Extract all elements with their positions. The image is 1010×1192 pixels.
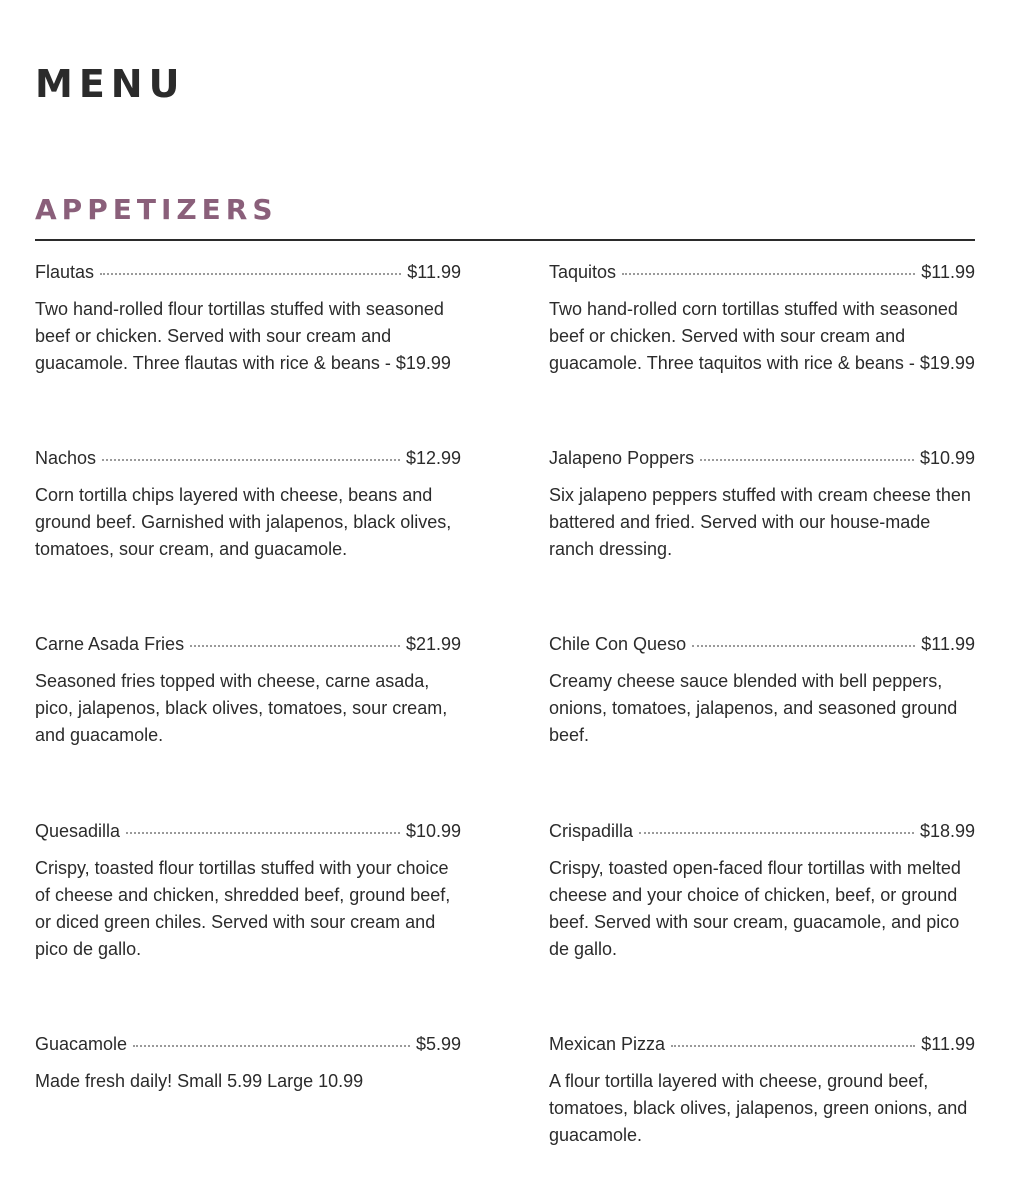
dot-leader [102, 459, 400, 461]
dot-leader [639, 832, 914, 834]
menu-item-header [549, 444, 975, 472]
menu-item-price: $12.99 [405, 448, 461, 468]
menu-item-price: $10.99 [919, 448, 975, 468]
menu-item-description: Crispy, toasted open-faced flour tortillas with melted cheese and your choice of chicken, beef, or ground beef. Served with sour cream, guacamole, and pico de gallo. [549, 858, 961, 959]
menu-item-description: Made fresh daily! Small 5.99 Large 10.99 [35, 1071, 364, 1091]
menu-item-header [549, 258, 975, 286]
dot-leader [622, 273, 915, 275]
menu-item-name: Chile Con Queso [549, 634, 687, 654]
menu-item [35, 444, 461, 630]
menu-item-header [549, 630, 975, 658]
menu-item-name: Mexican Pizza [549, 1034, 666, 1054]
dot-leader [700, 459, 914, 461]
page-title: MENU [35, 62, 186, 106]
menu-item-header [35, 258, 461, 286]
menu-item-header [35, 1030, 461, 1058]
menu-item [35, 817, 461, 1030]
menu-item-price: $18.99 [919, 821, 975, 841]
menu-item-price: $11.99 [921, 262, 975, 282]
menu-item-name: Jalapeno Poppers [549, 448, 695, 468]
menu-item-description: Creamy cheese sauce blended with bell peppers, onions, tomatoes, jalapenos, and seasoned ground beef. [549, 671, 958, 745]
menu-item-price: $11.99 [921, 634, 975, 654]
menu-item-price: $10.99 [405, 821, 461, 841]
menu-item-header [549, 1030, 975, 1058]
menu-item [35, 1030, 461, 1170]
menu-item-description: Two hand-rolled corn tortillas stuffed with seasoned beef or chicken. Served with sour cream and guacamole. Three taquitos with rice & beans - $19.99 [549, 299, 975, 373]
menu-item [549, 258, 975, 444]
menu-item-price: $11.99 [407, 262, 461, 282]
menu-item-name: Taquitos [549, 262, 617, 282]
menu-item-description: Crispy, toasted flour tortillas stuffed with your choice of cheese and chicken, shredded beef, ground beef, or diced green chiles. Served with sour cream and pico de gallo. [35, 858, 451, 959]
menu-item-name: Carne Asada Fries [35, 634, 185, 654]
menu-item-description: Seasoned fries topped with cheese, carne asada, pico, jalapenos, black olives, tomatoes, sour cream, and guacamole. [35, 671, 448, 745]
dot-leader [100, 273, 401, 275]
menu-item [549, 1030, 975, 1170]
dot-leader [133, 1045, 410, 1047]
menu-item [549, 817, 975, 1030]
menu-item [35, 258, 461, 444]
menu-item-name: Nachos [35, 448, 97, 468]
menu-item-price: $21.99 [405, 634, 461, 654]
dot-leader [692, 645, 915, 647]
menu-item [35, 630, 461, 817]
section-title-appetizers: APPETIZERS [35, 193, 278, 226]
menu-item-name: Flautas [35, 262, 95, 282]
menu-item-header [35, 817, 461, 845]
menu-item-description: Corn tortilla chips layered with cheese, beans and ground beef. Garnished with jalapenos, black olives, tomatoes, sour cream, and guacamole. [35, 485, 452, 559]
menu-item [549, 444, 975, 630]
menu-item-name: Guacamole [35, 1034, 128, 1054]
dot-leader [671, 1045, 915, 1047]
menu-item-name: Quesadilla [35, 821, 121, 841]
menu-item-description: Two hand-rolled flour tortillas stuffed with seasoned beef or chicken. Served with sour cream and guacamole. Three flautas with rice & beans - $19.99 [35, 299, 451, 373]
menu-item-header [35, 630, 461, 658]
menu-item-price: $11.99 [921, 1034, 975, 1054]
dot-leader [126, 832, 400, 834]
section-divider [35, 239, 975, 241]
menu-item-price: $5.99 [415, 1034, 461, 1054]
menu-item-description: Six jalapeno peppers stuffed with cream cheese then battered and fried. Served with our house-made ranch dressing. [549, 485, 971, 559]
menu-item-description: A flour tortilla layered with cheese, ground beef, tomatoes, black olives, jalapenos, green onions, and guacamole. [549, 1071, 968, 1145]
menu-item [549, 630, 975, 817]
dot-leader [190, 645, 400, 647]
menu-item-name: Crispadilla [549, 821, 634, 841]
menu-item-header [35, 444, 461, 472]
menu-items-grid [35, 258, 975, 1170]
menu-item-header [549, 817, 975, 845]
